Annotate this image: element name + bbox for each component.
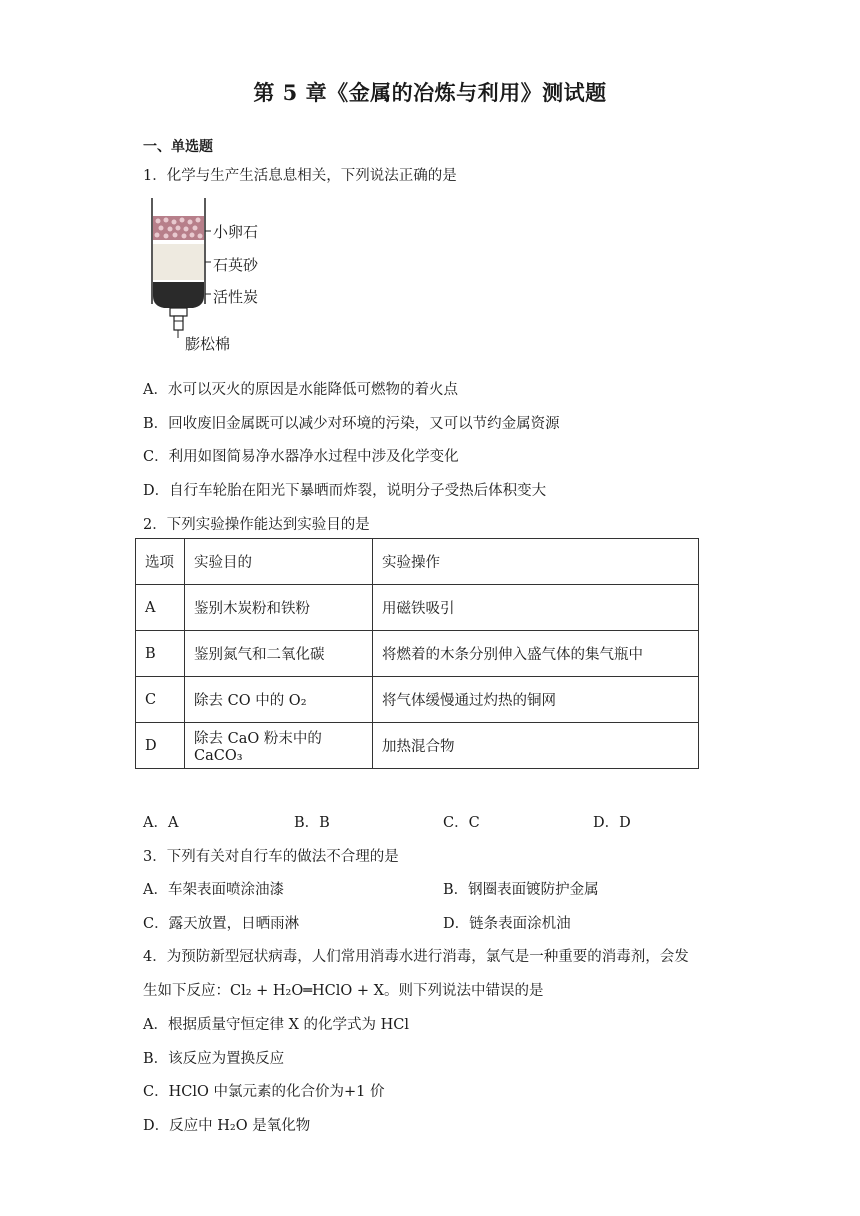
- table-cell: C: [136, 677, 185, 723]
- label-cotton: 膨松棉: [185, 335, 231, 353]
- q1-option-d: D．自行车轮胎在阳光下暴晒而炸裂，说明分子受热后体积变大: [143, 483, 547, 499]
- q3-option-a: A．车架表面喷涂油漆: [143, 882, 284, 898]
- q4-option-a: A．根据质量守恒定律 X 的化学式为 HCl: [143, 1017, 409, 1033]
- label-quartz-sand: 石英砂: [213, 256, 259, 274]
- q4-option-c: C．HClO 中氯元素的化合价为+1 价: [143, 1084, 385, 1100]
- q3-option-b: B．钢圈表面镀防护金属: [443, 882, 599, 898]
- q2-option-d: D．D: [593, 815, 631, 831]
- page-title: 第 5 章《金属的冶炼与利用》测试题: [253, 80, 607, 105]
- table-cell: D: [136, 723, 185, 769]
- q4-option-b: B．该反应为置换反应: [143, 1051, 285, 1067]
- quartz-sand-layer: [153, 244, 204, 280]
- question-4-stem-line1: 4．为预防新型冠状病毒，人们常用消毒水进行消毒，氯气是一种重要的消毒剂，会发: [143, 949, 689, 965]
- table-cell: 将燃着的木条分别伸入盛气体的集气瓶中: [373, 631, 699, 677]
- q1-option-c: C．利用如图简易净水器净水过程中涉及化学变化: [143, 449, 459, 465]
- section-heading: 一、单选题: [143, 139, 213, 155]
- table-row: [136, 631, 699, 677]
- question-3-stem: 3．下列有关对自行车的做法不合理的是: [143, 849, 399, 865]
- table-cell: A: [136, 585, 185, 631]
- question-4-stem-line2: 生如下反应：Cl₂ + H₂O═HClO + X。则下列说法中错误的是: [143, 983, 544, 999]
- q1-option-b: B．回收废旧金属既可以减少对环境的污染，又可以节约金属资源: [143, 416, 560, 432]
- table-cell: 除去 CaO 粉末中的 CaCO₃: [185, 723, 373, 769]
- label-activated-carbon: 活性炭: [213, 288, 259, 306]
- question-2-stem: 2．下列实验操作能达到实验目的是: [143, 517, 370, 533]
- table-header: 实验目的: [185, 539, 373, 585]
- table-cell: 鉴别氮气和二氧化碳: [185, 631, 373, 677]
- q4-option-d: D．反应中 H₂O 是氧化物: [143, 1118, 311, 1134]
- table-row: [136, 723, 699, 769]
- q2-option-c: C．C: [443, 815, 480, 831]
- table-cell: 将气体缓慢通过灼热的铜网: [373, 677, 699, 723]
- table-cell: B: [136, 631, 185, 677]
- label-pebbles: 小卵石: [213, 223, 259, 241]
- q1-option-a: A．水可以灭火的原因是水能降低可燃物的着火点: [143, 382, 458, 398]
- table-cell: 除去 CO 中的 O₂: [185, 677, 373, 723]
- q2-option-b: B．B: [294, 815, 330, 831]
- table-cell: 鉴别木炭粉和铁粉: [185, 585, 373, 631]
- table-cell: 加热混合物: [373, 723, 699, 769]
- q3-option-c: C．露天放置，日晒雨淋: [143, 916, 300, 932]
- q3-option-d: D．链条表面涂机油: [443, 916, 571, 932]
- table-cell: 用磁铁吸引: [373, 585, 699, 631]
- question-1-stem: 1．化学与生产生活息息相关，下列说法正确的是: [143, 168, 457, 184]
- table-row: [136, 585, 699, 631]
- activated-carbon-layer: [153, 282, 204, 308]
- water-filter-diagram: [145, 196, 285, 356]
- q2-option-a: A．A: [143, 815, 179, 831]
- table-header-row: [136, 539, 699, 585]
- table-header: 实验操作: [373, 539, 699, 585]
- table-header: 选项: [136, 539, 185, 585]
- table-row: [136, 677, 699, 723]
- experiment-table: [135, 538, 699, 769]
